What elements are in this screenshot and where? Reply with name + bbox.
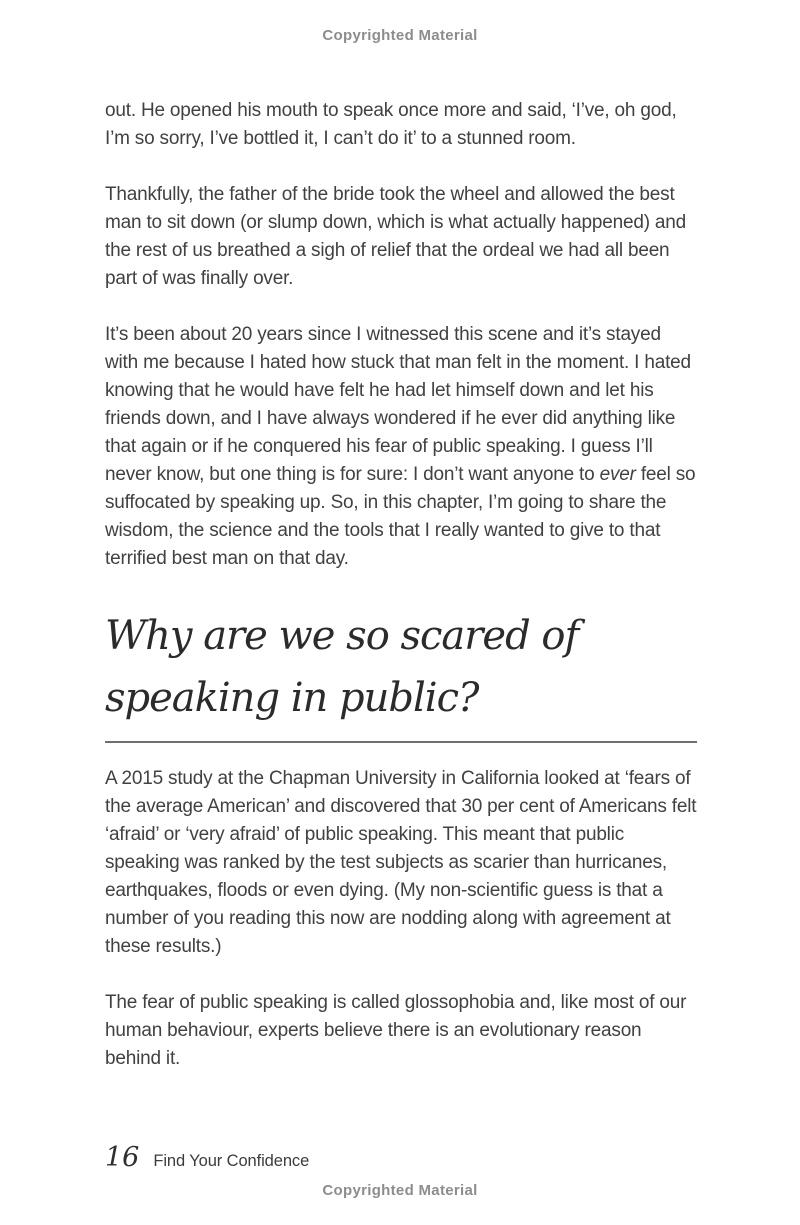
paragraph-3: It’s been about 20 years since I witnessed this scene and it’s stayed with me because I hated how stuck that man felt in the moment. I hated knowing that he would have felt he had let himself down and let his friends down, and I have always wondered if he ever did anything like that again or if he conquered his fear of public speaking. I guess I’ll never know, but one thing is for sure: I don’t want anyone to ever feel so suffocated by speaking up. So, in this chapter, I’m going to share the wisdom, the science and the tools that I really wanted to give to that terrified best man on that day.	[105, 324, 696, 569]
heading-rule	[105, 741, 697, 743]
paragraph-1: out. He opened his mouth to speak once more and said, ‘I’ve, oh god, I’m so sorry, I’ve bottled it, I can’t do it’ to a stunned room.	[105, 100, 677, 149]
page-number: 16	[105, 1142, 140, 1173]
watermark-bottom: Copyrighted Material	[322, 1182, 478, 1199]
paragraph-5: The fear of public speaking is called glossophobia and, like most of our human behaviour, experts believe there is an evolutionary reason behind it.	[105, 992, 687, 1069]
watermark-top: Copyrighted Material	[322, 27, 478, 44]
paragraph-4: A 2015 study at the Chapman University in California looked at ‘fears of the average American’ and discovered that 30 per cent of Americans felt ‘afraid’ or ‘very afraid’ of public speaking. This meant that public speaking was ranked by the test subjects as scarier than hurricanes, earthquakes, floods or even dying. (My non-scientific guess is that a number of you reading this now are nodding along with agreement at these results.)	[105, 768, 697, 957]
page-footer	[105, 1142, 309, 1173]
page-content	[105, 97, 697, 1101]
section-heading: Why are we so scared of speaking in public?	[105, 613, 579, 721]
paragraph-2: Thankfully, the father of the bride took the wheel and allowed the best man to sit down (or slump down, which is what actually happened) and the rest of us breathed a sigh of relief that the ordeal we had all been part of was finally over.	[105, 184, 686, 289]
book-title: Find Your Confidence	[153, 1152, 310, 1170]
